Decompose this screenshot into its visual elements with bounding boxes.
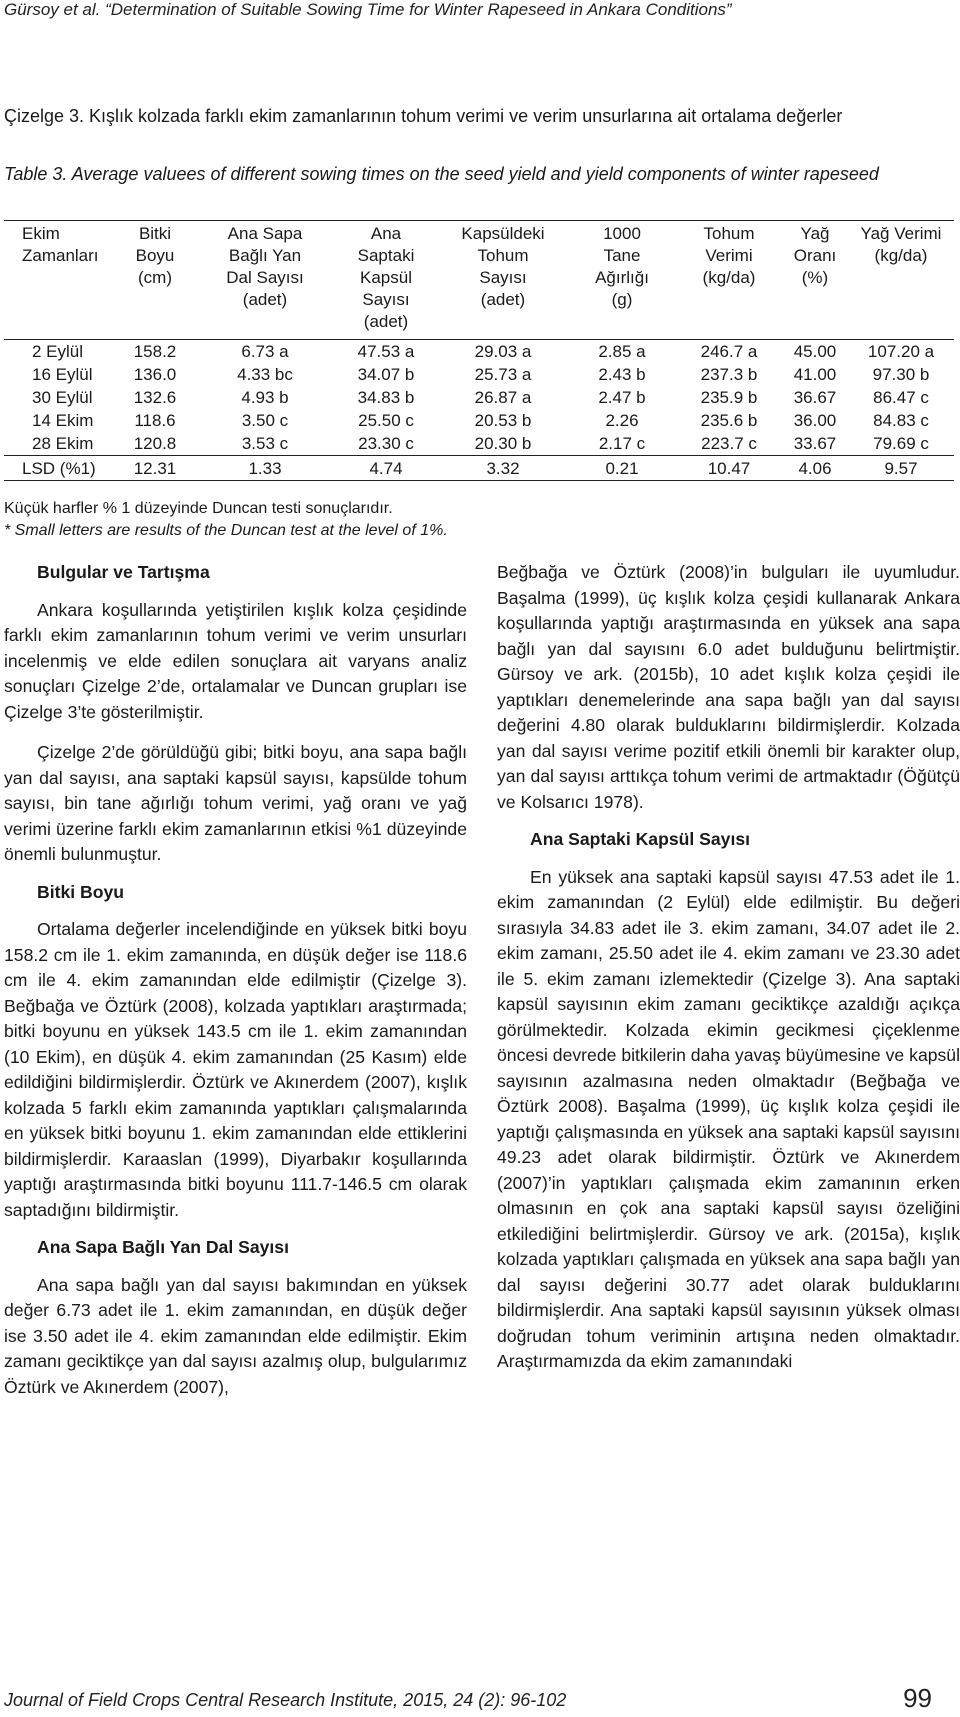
column-header-line: Ekim — [22, 224, 60, 243]
table-cell: 6.73 a — [241, 342, 289, 361]
table-cell: 2.17 c — [598, 434, 646, 453]
left-column — [4, 560, 467, 1400]
column-header-line: Verimi — [705, 246, 753, 265]
column-header — [196, 221, 334, 340]
table-note-en: * Small letters are results of the Duncan test at the level of 1%. — [4, 522, 448, 539]
table-cell: 118.6 — [134, 411, 176, 430]
column-header — [114, 221, 196, 340]
table-cell: 16 Eylül — [32, 365, 93, 384]
table-cell: 47.53 a — [357, 342, 415, 361]
table-caption-en: Table 3. Average valuees of different sowing times on the seed yield and yield components of winter rapeseed — [4, 164, 879, 184]
table-cell: 30 Eylül — [32, 388, 93, 407]
column-header-line: Ana — [370, 224, 402, 243]
column-header-line: Kapsül — [360, 268, 412, 287]
table-cell: 223.7 c — [701, 434, 757, 453]
column-header-line: Sayısı — [479, 268, 527, 287]
lsd-cell: 10.47 — [707, 458, 751, 478]
column-header-line: Saptaki — [357, 246, 415, 265]
column-header-line: Tohum — [703, 224, 755, 243]
column-header-line: Ana Sapa — [227, 224, 303, 243]
page-number: 99 — [903, 1683, 932, 1713]
table-cell: 235.9 b — [700, 388, 758, 407]
paragraph: En yüksek ana saptaki kapsül sayısı 47.53 adet ile 1. ekim zamanından (2 Eylül) elde edilmiştir. Bu değeri sırasıyla 34.83 adet ile 3. ekim zamanı, 34.07 adet ile 2. ekim zamanı, 25.50 adet ile 4. ekim zamanı ve 23.30 adet ile 5. ekim zamanı izlemektedir (Çizelge 3). Ana saptaki kapsül sayısının ekim zamanı geciktikçe azaldığı açıkça görülmektedir. Kolzada ekimin gecikmesi çiçeklenme öncesi devrede bitkilerin daha yavaş büyümesine ve kapsül sayısının azalmasına neden olmaktadır (Beğbağa ve Öztürk 2008). Başalma (1999), üç kışlık kolza çeşidi ile yaptığı çalışmasında en yüksek ana saptaki kapsül sayısını 49.23 adet olarak bildirmiştir. Öztürk ve Akınerdem (2007)’in yaptıkları çalışmada ekim zamanının erken olmasının en çok ana saptaki kapsül sayısı özeliğini etkilediğini belirtmişlerdir. Gürsoy ve ark. (2015a), kışlık kolzada yaptıkları çalışmada en yüksek ana sapa bağlı yan dal sayısı değerini 30.77 adet olarak bulduklarını bildirmişlerdir. Ana saptaki kapsül sayısının yüksek olması doğrudan tohum veriminin artışına neden olmaktadır. Araştırmamızda da ekim zamanındaki — [497, 866, 960, 1371]
column-header-line: (kg/da) — [874, 246, 928, 265]
column-header — [4, 221, 114, 340]
paragraph: Ortalama değerler incelendiğinde en yüksek bitki boyu 158.2 cm ile 1. ekim zamanında, en düşük değer ise 118.6 cm ile 4. ekim zamanından elde edilmiştir (Çizelge 3). Beğbağa ve Öztürk (2008), kolzada yaptıkları araştırmada; bitki boyunu en yüksek 143.5 cm ile 1. ekim zamanından (10 Ekim), en düşük 4. ekim zamanından (25 Kasım) elde edildiğini bildirmişlerdir. Öztürk ve Akınerdem (2007), kışlık kolzada 5 farklı ekim zamanında yaptıkları çalışmalarında en yüksek bitki boyunu 1. ekim zamanından elde ettiklerini bildirmişlerdir. Karaaslan (1999), Diyarbakır koşullarında yaptığı araştırmasında bitki boyunu 111.7-146.5 cm olarak saptadığını bildirmiştir. — [4, 919, 467, 1220]
table-cell: 2.43 b — [598, 365, 646, 384]
table-cell: 20.53 b — [474, 411, 532, 430]
table-cell: 29.03 a — [474, 342, 532, 361]
lsd-cell: 4.74 — [369, 458, 403, 478]
column-header-line: 1000 — [603, 224, 641, 243]
table-cell: 97.30 b — [872, 365, 930, 384]
table-cell: 34.83 b — [357, 388, 415, 407]
paragraph: Çizelge 2’de görüldüğü gibi; bitki boyu, ana sapa bağlı yan dal sayısı, ana saptaki kapsül sayısı, kapsülde tohum sayısı, bin tane ağırlığı tohum verimi, yağ oranı ve yağ verimi üzerine farklı ekim zamanlarının etkisi %1 düzeyinde önemli bulunmuştur. — [4, 742, 467, 864]
lsd-cell: 1.33 — [248, 458, 282, 478]
column-header — [782, 221, 848, 340]
running-header: Gürsoy et al. “Determination of Suitable Sowing Time for Winter Rapeseed in Ankara Conditions” — [4, 0, 732, 19]
table-cell: 34.07 b — [357, 365, 415, 384]
table-cell: 3.50 c — [241, 411, 289, 430]
paragraph: Ankara koşullarında yetiştirilen kışlık kolza çeşidinde farklı ekim zamanlarının tohum verimi ve verim unsurları incelenmiş ve elde edilen sonuçlara ait varyans analiz sonuçları Çizelge 2’de, ortalamalar ve Duncan grupları ise Çizelge 3’te gösterilmiştir. — [4, 599, 467, 722]
table-cell: 235.6 b — [700, 411, 758, 430]
table-cell: 20.30 b — [474, 434, 532, 453]
lsd-cell: 3.32 — [486, 458, 520, 478]
column-header — [848, 221, 954, 340]
column-header-line: (adet) — [480, 290, 526, 309]
table-cell: 4.33 bc — [237, 365, 293, 384]
column-header-line: Bitki — [138, 224, 172, 243]
table-cell: 136.0 — [133, 365, 177, 384]
column-header-line: Zamanları — [22, 246, 99, 265]
column-header-line: Tane — [603, 246, 641, 265]
table-cell: 84.83 c — [873, 411, 929, 430]
lsd-row — [4, 456, 954, 481]
table-cell: 36.67 — [793, 388, 837, 407]
section-heading-branch-number: Ana Sapa Bağlı Yan Dal Sayısı — [37, 1237, 289, 1257]
table-header-row — [4, 221, 954, 340]
table-cell: 158.2 — [133, 342, 177, 361]
table-cell: 2.26 — [605, 411, 639, 430]
table-note-tr: Küçük harfler % 1 düzeyinde Duncan testi sonuçlarıdır. — [4, 500, 393, 517]
table-cell: 2 Eylül — [32, 342, 84, 361]
table-cell: 14 Ekim — [32, 411, 94, 430]
table-cell: 3.53 c — [241, 434, 289, 453]
column-header — [568, 221, 676, 340]
column-header-line: (adet) — [242, 290, 288, 309]
lsd-cell: 4.06 — [798, 458, 832, 478]
column-header-line: Kapsüldeki — [461, 224, 545, 243]
table-cell: 41.00 — [793, 365, 837, 384]
lsd-cell: 12.31 — [133, 458, 177, 478]
column-header — [676, 221, 782, 340]
table-cell: 28 Ekim — [32, 434, 94, 453]
column-header-line: Yağ Verimi — [860, 224, 942, 243]
table-cell: 36.00 — [793, 411, 837, 430]
table-row — [4, 432, 954, 456]
table-cell: 23.30 c — [358, 434, 414, 453]
table-cell: 25.73 a — [474, 365, 532, 384]
column-header-line: (g) — [611, 290, 633, 309]
table-row — [4, 409, 954, 432]
column-header-line: (kg/da) — [702, 268, 756, 287]
column-header-line: Oranı — [793, 246, 837, 265]
section-heading-capsule-number: Ana Saptaki Kapsül Sayısı — [530, 829, 751, 849]
table-cell: 45.00 — [793, 342, 837, 361]
table-cell: 132.6 — [133, 388, 177, 407]
table-row — [4, 386, 954, 409]
column-header-line: (%) — [801, 268, 829, 287]
column-header-line: (cm) — [138, 268, 172, 287]
column-header-line: Tohum — [477, 246, 529, 265]
table-cell: 4.93 b — [241, 388, 289, 407]
column-header-line: Sayısı — [362, 290, 410, 309]
table-row — [4, 363, 954, 386]
column-header-line: Ağırlığı — [595, 268, 649, 287]
table-cell: 33.67 — [793, 434, 837, 453]
column-header-line: Dal Sayısı — [226, 268, 304, 287]
table-cell: 26.87 a — [474, 388, 532, 407]
journal-footer: Journal of Field Crops Central Research Institute, 2015, 24 (2): 96-102 — [4, 1690, 567, 1710]
column-header-line: Boyu — [135, 246, 175, 265]
table-cell: 25.50 c — [358, 411, 414, 430]
table-cell: 120.8 — [133, 434, 177, 453]
lsd-cell: 9.57 — [884, 458, 918, 478]
section-heading-results: Bulgular ve Tartışma — [37, 562, 210, 582]
table-cell: 246.7 a — [700, 342, 758, 361]
table-row — [4, 340, 954, 364]
lsd-cell: 0.21 — [605, 458, 639, 478]
paragraph: Ana sapa bağlı yan dal sayısı bakımından en yüksek değer 6.73 adet ile 1. ekim zamanından, en düşük değer ise 3.50 adet ile 4. ekim zamanından elde edilmiştir. Ekim zamanı geciktikçe yan dal sayısı azalmış olup, bulgularımız Öztürk ve Akınerdem (2007), — [4, 1274, 467, 1397]
column-header-line: Bağlı Yan — [228, 246, 302, 265]
section-heading-plant-height: Bitki Boyu — [37, 881, 124, 902]
table-cell: 2.47 b — [598, 388, 646, 407]
table-cell: 107.20 a — [867, 342, 935, 361]
column-header — [438, 221, 568, 340]
table-body — [4, 340, 954, 481]
column-header — [334, 221, 438, 340]
column-header-line: Yağ — [800, 224, 830, 243]
paragraph: Beğbağa ve Öztürk (2008)’in bulguları ile uyumludur. Başalma (1999), üç kışlık kolza çeşidi kullanarak Ankara koşullarında yaptığı araştırmasında en yüksek ana sapa bağlı yan dal sayısını 6.0 adet bulduğunu belirtmiştir. Gürsoy ve ark. (2015b), 10 adet kışlık kolza çeşidi ile yaptıkları denemelerinde ana sapa bağlı yan dal sayısı değerini 4.80 olarak bulduklarını bildirmişlerdir. Kolzada yan dal sayısı verime pozitif etkili önemli bir karakter olup, yan dal sayısı arttıkça tohum verimi de artmaktadır (Öğütçü ve Kolsarıcı 1978). — [497, 562, 960, 812]
table-cell: 2.85 a — [598, 342, 646, 361]
table-cell: 86.47 c — [873, 388, 929, 407]
right-column — [497, 560, 960, 1375]
results-table — [4, 220, 954, 481]
lsd-cell: LSD (%1) — [22, 458, 96, 478]
column-header-line: (adet) — [363, 312, 409, 331]
table-caption-tr: Çizelge 3. Kışlık kolzada farklı ekim zamanlarının tohum verimi ve verim unsurlarına ait ortalama değerler — [4, 106, 843, 126]
table-cell: 237.3 b — [700, 365, 758, 384]
table-cell: 79.69 c — [873, 434, 929, 453]
